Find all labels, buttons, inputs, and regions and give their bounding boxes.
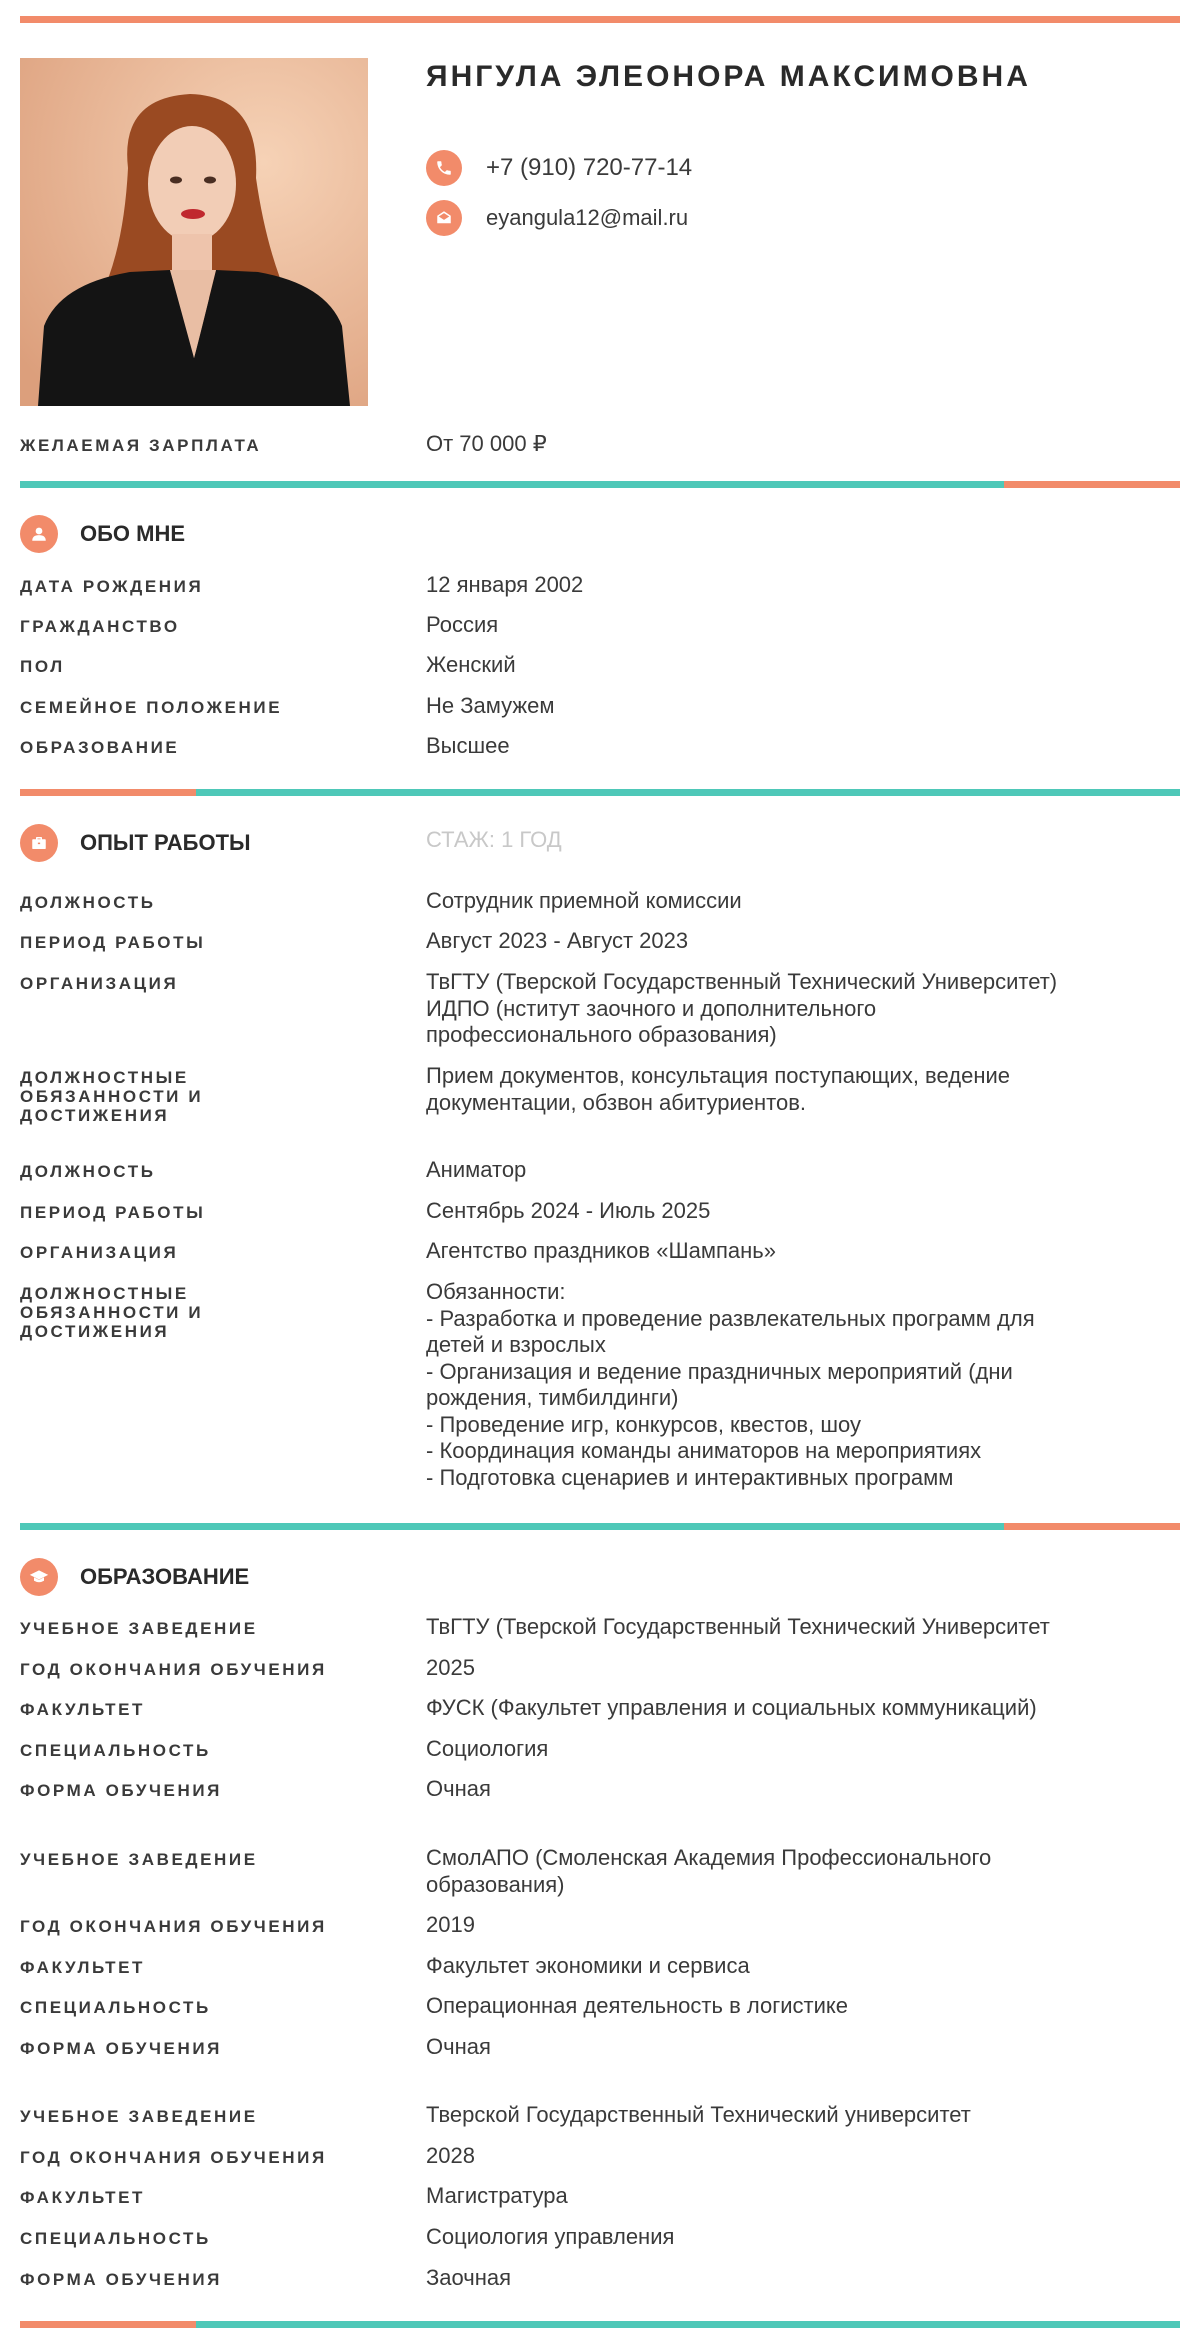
email-row[interactable]: [426, 200, 688, 236]
bottom-accent-bar: [20, 2321, 1180, 2328]
top-accent-bar: [20, 16, 1180, 23]
gender-label: ПОЛ: [20, 657, 65, 676]
edu1-year-label: ГОД ОКОНЧАНИЯ ОБУЧЕНИЯ: [20, 1660, 327, 1679]
job1-period-label: ПЕРИОД РАБОТЫ: [20, 933, 206, 952]
divider-2: [20, 789, 1180, 796]
edu1-faculty-label: ФАКУЛЬТЕТ: [20, 1700, 146, 1719]
birthdate-value: 12 января 2002: [426, 572, 584, 597]
profile-photo: [20, 58, 368, 406]
edu2-institution-label: УЧЕБНОЕ ЗАВЕДЕНИЕ: [20, 1850, 258, 1869]
job2-duties-label: ДОЛЖНОСТНЫЕ ОБЯЗАННОСТИ И ДОСТИЖЕНИЯ: [20, 1284, 204, 1341]
phone-icon: [426, 150, 462, 186]
education-title: ОБРАЗОВАНИЕ: [80, 1564, 250, 1589]
job2-period: Сентябрь 2024 - Июль 2025: [426, 1198, 711, 1223]
experience-title: ОПЫТ РАБОТЫ: [80, 830, 251, 855]
edu3-faculty: Магистратура: [426, 2183, 568, 2208]
edu3-institution: Тверской Государственный Технический университет: [426, 2102, 971, 2127]
job1-org-label: ОРГАНИЗАЦИЯ: [20, 974, 179, 993]
edu3-year-label: ГОД ОКОНЧАНИЯ ОБУЧЕНИЯ: [20, 2148, 327, 2167]
phone-number: +7 (910) 720-77-14: [486, 154, 693, 181]
edu3-institution-label: УЧЕБНОЕ ЗАВЕДЕНИЕ: [20, 2107, 258, 2126]
phone-row[interactable]: [426, 150, 692, 186]
name-underline: [426, 117, 1180, 123]
citizenship-value: Россия: [426, 612, 499, 637]
job2-period-label: ПЕРИОД РАБОТЫ: [20, 1203, 206, 1222]
full-name: ЯНГУЛА ЭЛЕОНОРА МАКСИМОВНА: [426, 60, 1031, 93]
education-level-value: Высшее: [426, 733, 510, 758]
edu3-year: 2028: [426, 2143, 475, 2168]
job2-position: Аниматор: [426, 1157, 527, 1182]
salary-label: ЖЕЛАЕМАЯ ЗАРПЛАТА: [20, 436, 262, 455]
edu2-institution: СмолАПО (Смоленская Академия Профессионального образования): [426, 1845, 992, 1897]
divider-1: [20, 481, 1180, 488]
job1-duties: Прием документов, консультация поступающих, ведение документации, обзвон абитуриентов.: [426, 1063, 1010, 1115]
email-address: eyangula12@mail.ru: [486, 205, 689, 230]
marital-value: Не Замужем: [426, 693, 555, 718]
edu1-faculty: ФУСК (Факультет управления и социальных коммуникаций): [426, 1695, 1037, 1720]
job2-duties: Обязанности: - Разработка и проведение развлекательных программ для детей и взрослых - Организация и ведение праздничных мероприятий (дни рождения, тимбилдинги) - Проведение игр, конкурсов, квестов, шоу - Координация команды аниматоров на мероприятиях - Подготовка сценариев и интерактивных программ: [426, 1279, 1035, 1490]
job1-org: ТвГТУ (Тверской Государственный Технический Университет) ИДПО (нститут заочного и дополнительного профессионального образования): [426, 969, 1058, 1047]
edu3-faculty-label: ФАКУЛЬТЕТ: [20, 2188, 146, 2207]
marital-label: СЕМЕЙНОЕ ПОЛОЖЕНИЕ: [20, 698, 283, 717]
citizenship-label: ГРАЖДАНСТВО: [20, 617, 180, 636]
job2-position-label: ДОЛЖНОСТЬ: [20, 1162, 156, 1181]
user-icon: [20, 515, 58, 553]
edu3-form: Заочная: [426, 2265, 512, 2290]
edu2-year: 2019: [426, 1912, 475, 1937]
job1-position: Сотрудник приемной комиссии: [426, 888, 742, 913]
edu1-form-label: ФОРМА ОБУЧЕНИЯ: [20, 1781, 223, 1800]
edu1-institution: ТвГТУ (Тверской Государственный Технический Университет: [426, 1614, 1050, 1639]
edu3-specialty: Социология управления: [426, 2224, 675, 2249]
edu1-specialty: Социология: [426, 1736, 549, 1761]
salary-value: От 70 000 ₽: [426, 431, 547, 456]
job2-org-label: ОРГАНИЗАЦИЯ: [20, 1243, 179, 1262]
about-title: ОБО МНЕ: [80, 521, 186, 546]
edu1-specialty-label: СПЕЦИАЛЬНОСТЬ: [20, 1741, 211, 1760]
edu2-faculty: Факультет экономики и сервиса: [426, 1953, 750, 1978]
edu1-institution-label: УЧЕБНОЕ ЗАВЕДЕНИЕ: [20, 1619, 258, 1638]
graduation-cap-icon: [20, 1558, 58, 1596]
edu1-year: 2025: [426, 1655, 475, 1680]
edu2-specialty-label: СПЕЦИАЛЬНОСТЬ: [20, 1998, 211, 2017]
gender-value: Женский: [426, 652, 516, 677]
job2-org: Агентство праздников «Шампань»: [426, 1238, 776, 1263]
briefcase-icon: [20, 824, 58, 862]
tenure: СТАЖ: 1 ГОД: [426, 827, 562, 852]
edu3-form-label: ФОРМА ОБУЧЕНИЯ: [20, 2270, 223, 2289]
edu2-year-label: ГОД ОКОНЧАНИЯ ОБУЧЕНИЯ: [20, 1917, 327, 1936]
edu3-specialty-label: СПЕЦИАЛЬНОСТЬ: [20, 2229, 211, 2248]
divider-3: [20, 1523, 1180, 1530]
edu1-form: Очная: [426, 1776, 491, 1801]
job1-position-label: ДОЛЖНОСТЬ: [20, 893, 156, 912]
mail-icon: [426, 200, 462, 236]
edu2-form-label: ФОРМА ОБУЧЕНИЯ: [20, 2039, 223, 2058]
education-level-label: ОБРАЗОВАНИЕ: [20, 738, 180, 757]
edu2-form: Очная: [426, 2034, 491, 2059]
edu2-specialty: Операционная деятельность в логистике: [426, 1993, 848, 2018]
birthdate-label: ДАТА РОЖДЕНИЯ: [20, 577, 204, 596]
job1-duties-label: ДОЛЖНОСТНЫЕ ОБЯЗАННОСТИ И ДОСТИЖЕНИЯ: [20, 1068, 204, 1125]
job1-period: Август 2023 - Август 2023: [426, 928, 689, 953]
edu2-faculty-label: ФАКУЛЬТЕТ: [20, 1958, 146, 1977]
